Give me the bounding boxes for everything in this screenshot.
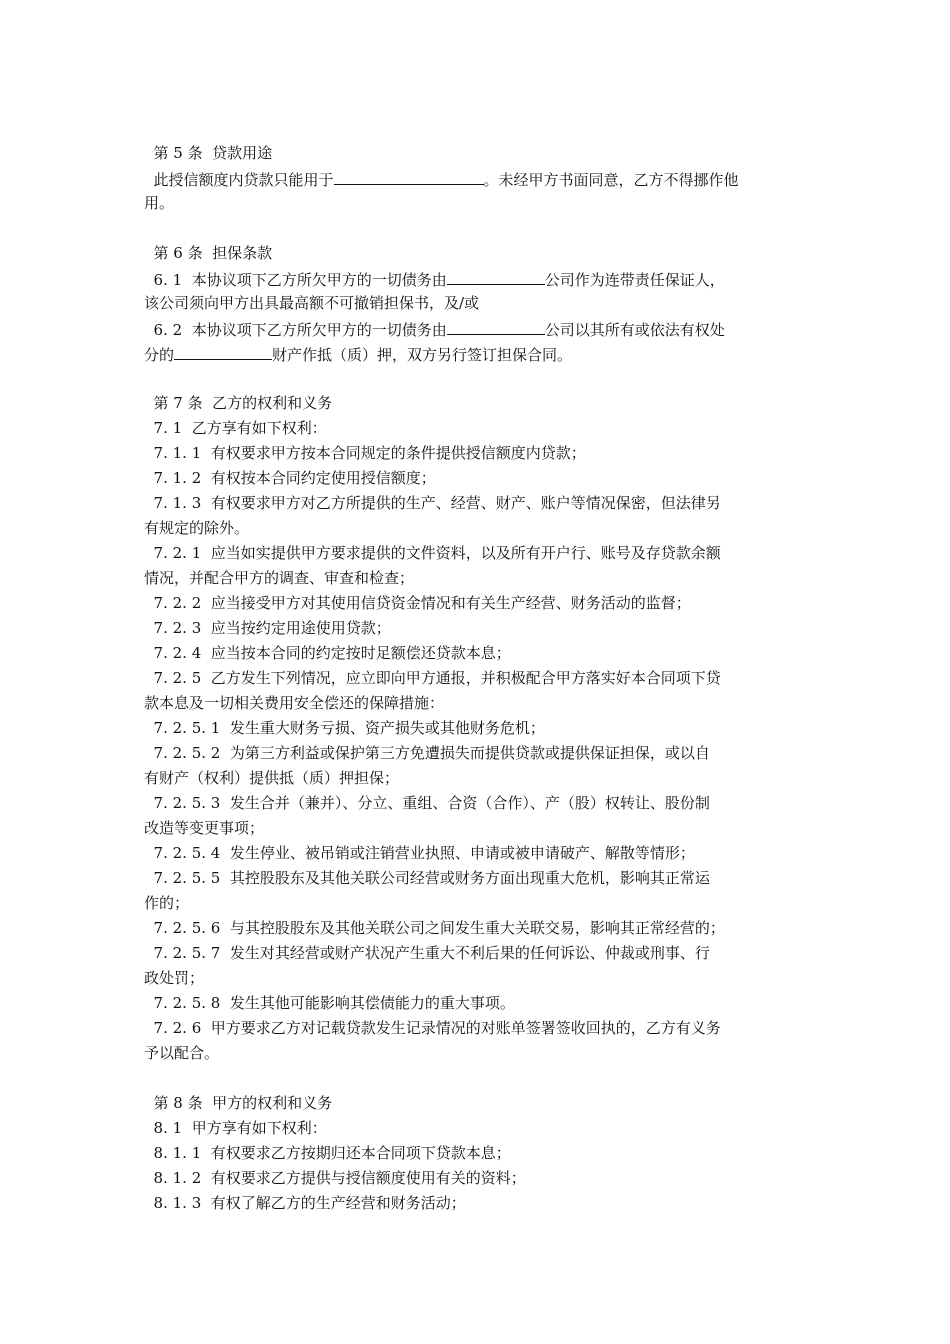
blank-underline — [447, 266, 545, 285]
text: 公司作为连带责任保证人， — [544, 271, 725, 289]
contract-page — [144, 141, 814, 1216]
article-8-title — [144, 1091, 814, 1116]
article-6-title — [144, 241, 814, 266]
clause-7-2-5-6 — [144, 916, 814, 941]
article-7-title — [144, 391, 814, 416]
text: 予以配合。 — [144, 1044, 220, 1062]
clause-8-1-2 — [144, 1166, 814, 1191]
text: 作的； — [144, 894, 190, 912]
text: 政处罚； — [144, 969, 205, 987]
text: 7. 2. 6 甲方要求乙方对记载贷款发生记录情况的对账单签署签收回执的，乙方有义务 — [144, 1019, 721, 1037]
clause-8-1 — [144, 1116, 814, 1141]
text: 7. 2. 5 乙方发生下列情况，应立即向甲方通报，并积极配合甲方落实好本合同项下贷 — [144, 669, 721, 687]
blank-underline — [334, 166, 484, 185]
text: 第 8 条 甲方的权利和义务 — [144, 1094, 333, 1112]
text: 分的 — [144, 346, 175, 364]
text: 7. 2. 5. 7 发生对其经营或财产状况产生重大不利后果的任何诉讼、仲裁或刑事、行 — [144, 944, 710, 962]
clause-7-2-5-5 — [144, 866, 814, 891]
clause-7-2-5-7-cont — [144, 966, 814, 991]
text: 用。 — [144, 194, 175, 212]
clause-7-2-5-7 — [144, 941, 814, 966]
text: 7. 1. 3 有权要求甲方对乙方所提供的生产、经营、财产、账户等情况保密，但法律另 — [144, 494, 721, 512]
clause-7-2-5-cont — [144, 691, 814, 716]
clause-7-2-5-1 — [144, 716, 814, 741]
clause-7-2-5-8 — [144, 991, 814, 1016]
clause-7-2-5-3 — [144, 791, 814, 816]
blank-underline — [447, 316, 545, 335]
clause-7-1-3-cont — [144, 516, 814, 541]
text: 第 7 条 乙方的权利和义务 — [144, 394, 333, 412]
clause-7-2-1-cont — [144, 566, 814, 591]
text: 7. 1. 2 有权按本合同约定使用授信额度； — [144, 469, 436, 487]
text: 第 5 条 贷款用途 — [144, 144, 273, 162]
text: 财产作抵（质）押，双方另行签订担保合同。 — [272, 346, 573, 364]
text: 7. 2. 3 应当按约定用途使用贷款； — [144, 619, 391, 637]
text: 7. 2. 4 应当按本合同的约定按时足额偿还贷款本息； — [144, 644, 511, 662]
clause-8-1-1 — [144, 1141, 814, 1166]
clause-7-2-5-4 — [144, 841, 814, 866]
text: 7. 2. 5. 2 为第三方利益或保护第三方免遭损失而提供贷款或提供保证担保，或以自 — [144, 744, 710, 762]
text: 8. 1 甲方享有如下权利： — [144, 1119, 327, 1137]
text: 7. 2. 5. 1 发生重大财务亏损、资产损失或其他财务危机； — [144, 719, 545, 737]
text: 。未经甲方书面同意，乙方不得挪作他 — [483, 171, 739, 189]
text: 7. 2. 5. 6 与其控股股东及其他关联公司之间发生重大关联交易，影响其正常经营的； — [144, 919, 725, 937]
text: 公司以其所有或依法有权处 — [544, 321, 725, 339]
text: 7. 2. 1 应当如实提供甲方要求提供的文件资料，以及所有开户行、账号及存贷款余额 — [144, 544, 721, 562]
text: 8. 1. 2 有权要求乙方提供与授信额度使用有关的资料； — [144, 1169, 526, 1187]
text: 7. 2. 5. 8 发生其他可能影响其偿债能力的重大事项。 — [144, 994, 515, 1012]
clause-7-2-5-2 — [144, 741, 814, 766]
text: 改造等变更事项； — [144, 819, 265, 837]
clause-7-1-1 — [144, 441, 814, 466]
text: 7. 2. 2 应当接受甲方对其使用信贷资金情况和有关生产经营、财务活动的监督； — [144, 594, 691, 612]
text: 有财产（权利）提供抵（质）押担保； — [144, 769, 400, 787]
clause-7-2-4 — [144, 641, 814, 666]
clause-8-1-3 — [144, 1191, 814, 1216]
clause-6-1-cont — [144, 291, 814, 316]
clause-7-1-2 — [144, 466, 814, 491]
text: 情况，并配合甲方的调查、审查和检查； — [144, 569, 415, 587]
text: 有规定的除外。 — [144, 519, 250, 537]
text: 7. 2. 5. 5 其控股股东及其他关联公司经营或财务方面出现重大危机，影响其正常运 — [144, 869, 710, 887]
article-5-text — [144, 166, 814, 191]
text: 8. 1. 3 有权了解乙方的生产经营和财务活动； — [144, 1194, 466, 1212]
clause-7-2-5-5-cont — [144, 891, 814, 916]
blank-underline — [174, 341, 272, 360]
clause-7-2-3 — [144, 616, 814, 641]
text: 6. 2 本协议项下乙方所欠甲方的一切债务由 — [144, 321, 447, 339]
text: 此授信额度内贷款只能用于 — [144, 171, 334, 189]
clause-7-2-5-2-cont — [144, 766, 814, 791]
clause-7-1-3 — [144, 491, 814, 516]
text: 8. 1. 1 有权要求乙方按期归还本合同项下贷款本息； — [144, 1144, 511, 1162]
text: 第 6 条 担保条款 — [144, 244, 273, 262]
clause-6-2-cont — [144, 341, 814, 366]
article-5-title — [144, 141, 814, 166]
clause-7-2-5-3-cont — [144, 816, 814, 841]
clause-7-2-6-cont — [144, 1041, 814, 1066]
clause-6-1 — [144, 266, 814, 291]
text: 6. 1 本协议项下乙方所欠甲方的一切债务由 — [144, 271, 447, 289]
text: 7. 1. 1 有权要求甲方按本合同规定的条件提供授信额度内贷款； — [144, 444, 586, 462]
text: 该公司须向甲方出具最高额不可撤销担保书，及/或 — [144, 294, 480, 312]
clause-7-2-1 — [144, 541, 814, 566]
text: 7. 1 乙方享有如下权利： — [144, 419, 327, 437]
clause-7-2-5 — [144, 666, 814, 691]
clause-7-2-2 — [144, 591, 814, 616]
article-5-text-cont — [144, 191, 814, 216]
text: 7. 2. 5. 3 发生合并（兼并）、分立、重组、合资（合作）、产（股）权转让、股份制 — [144, 794, 710, 812]
text: 7. 2. 5. 4 发生停业、被吊销或注销营业执照、申请或被申请破产、解散等情形； — [144, 844, 695, 862]
text: 款本息及一切相关费用安全偿还的保障措施： — [144, 694, 445, 712]
clause-7-1 — [144, 416, 814, 441]
clause-6-2 — [144, 316, 814, 341]
clause-7-2-6 — [144, 1016, 814, 1041]
